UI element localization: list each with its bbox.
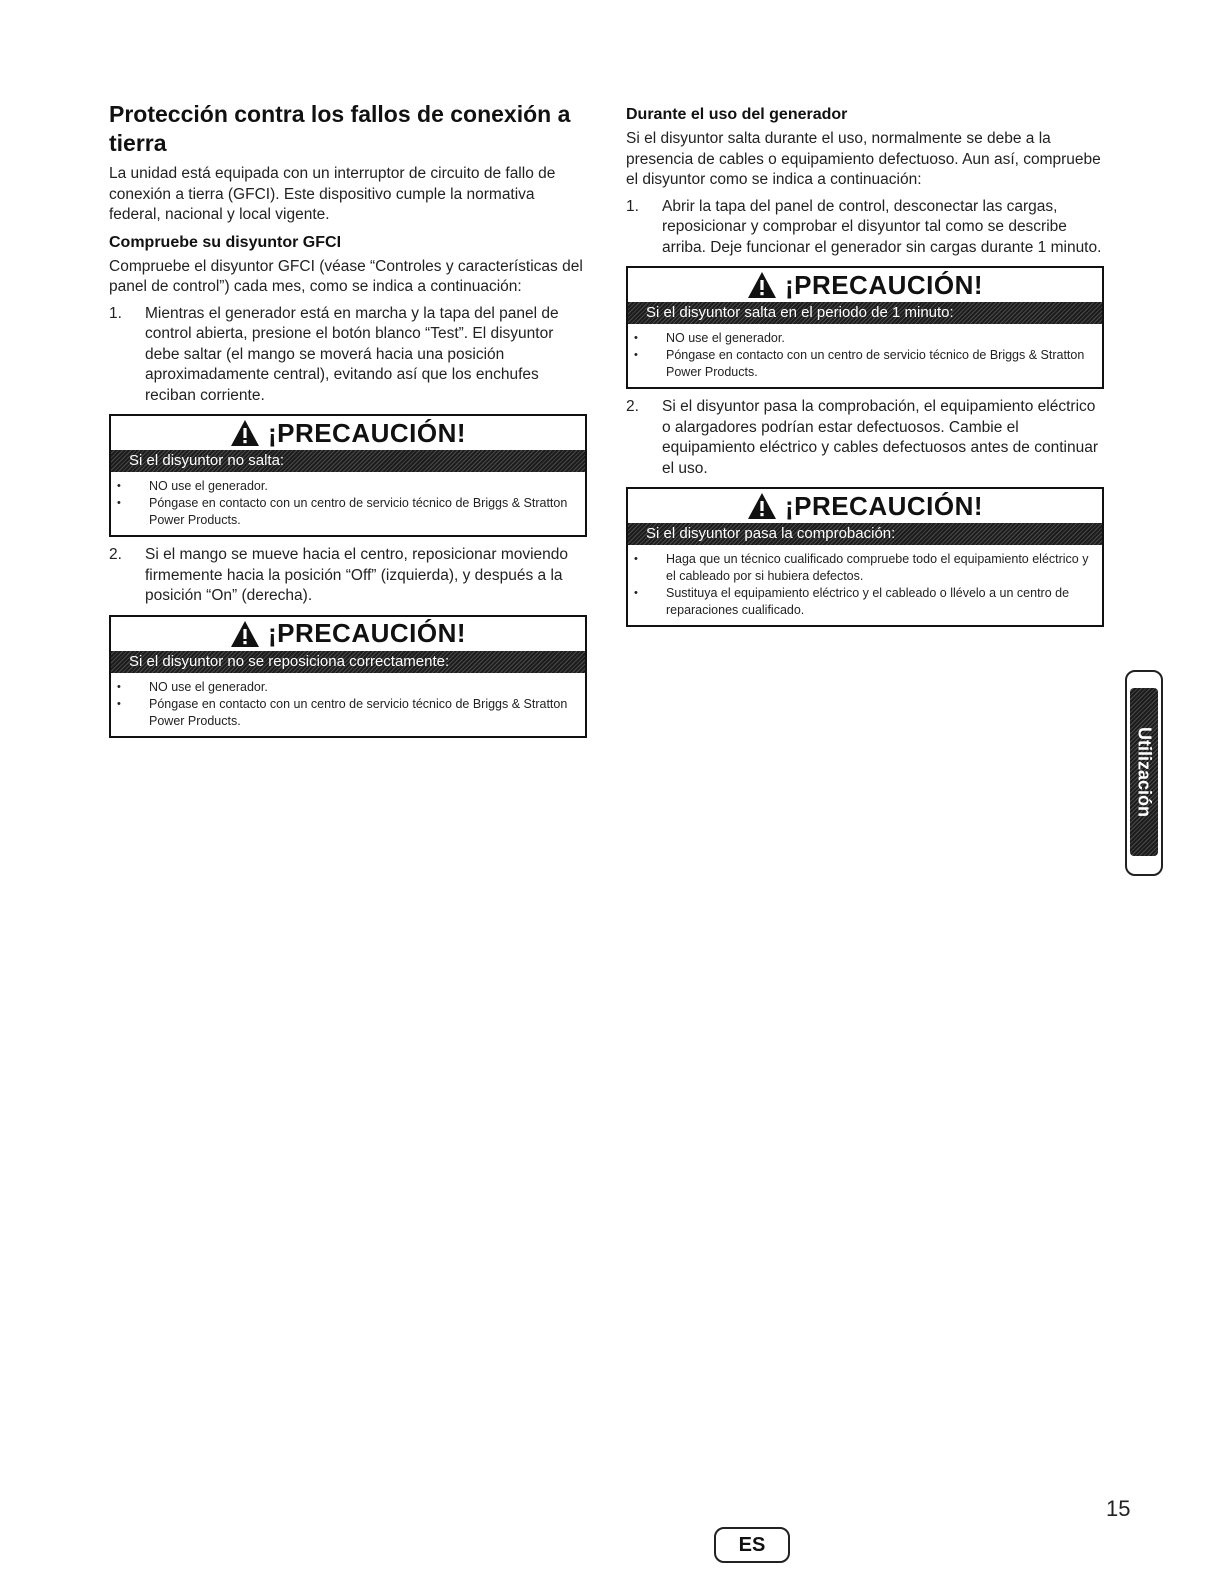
caution-heading: ¡PRECAUCIÓN!	[784, 490, 984, 521]
step-2	[109, 545, 587, 607]
list-item: • NO use el generador.	[628, 330, 1092, 347]
right-column	[626, 100, 1104, 635]
section-title: Protección contra los fallos de conexión a tierra	[109, 101, 571, 156]
list-item: • Póngase en contacto con un centro de servicio técnico de Briggs & Stratton Power Products.	[111, 495, 575, 529]
warning-icon	[230, 620, 260, 648]
caution-list	[628, 545, 1102, 625]
caution-header	[111, 617, 585, 651]
list-item: • Póngase en contacto con un centro de servicio técnico de Briggs & Stratton Power Products.	[628, 347, 1092, 381]
page-number: 15	[1106, 1496, 1131, 1521]
step-1	[109, 304, 587, 407]
warning-icon	[747, 492, 777, 520]
left-column	[109, 100, 587, 746]
step-text: Si el mango se mueve hacia el centro, reposicionar moviendo firmemente hacia la posición “Off” (izquierda), y después a la posición “On” (derecha).	[145, 546, 569, 604]
caution-condition: Si el disyuntor pasa la comprobación:	[628, 523, 1102, 545]
language-badge: ES	[714, 1527, 790, 1563]
caution-condition: Si el disyuntor salta en el periodo de 1 minuto:	[628, 302, 1102, 324]
caution-header	[628, 268, 1102, 302]
step-number: 1.	[109, 304, 122, 322]
list-item: • Haga que un técnico cualificado compruebe todo el equipamiento eléctrico y el cableado por si hubiera defectos.	[628, 551, 1092, 585]
subsection-title: Compruebe su disyuntor GFCI	[109, 233, 342, 251]
caution-list	[111, 472, 585, 535]
intro-paragraph: La unidad está equipada con un interruptor de circuito de fallo de conexión a tierra (GFCI). Este dispositivo cumple la normativa federal, nacional y local vigente.	[109, 165, 556, 223]
step-text: Si el disyuntor pasa la comprobación, el equipamiento eléctrico o alargadores podrían estar defectuosos. Cambie el equipamiento eléctrico y cables defectuosos antes de continuar el uso.	[662, 398, 1098, 477]
list-item: • Sustituya el equipamiento eléctrico y el cableado o llévelo a un centro de reparaciones cualificado.	[628, 585, 1092, 619]
list-item: • Póngase en contacto con un centro de servicio técnico de Briggs & Stratton Power Products.	[111, 696, 575, 730]
section-side-tab	[1125, 670, 1163, 876]
caution-condition: Si el disyuntor no se reposiciona correctamente:	[111, 651, 585, 673]
step-2	[626, 397, 1104, 479]
caution-header	[111, 416, 585, 450]
caution-heading: ¡PRECAUCIÓN!	[267, 417, 467, 448]
caution-box	[626, 266, 1104, 389]
step-1	[626, 197, 1104, 259]
step-number: 2.	[626, 398, 639, 415]
caution-box	[109, 414, 587, 537]
caution-list	[111, 673, 585, 736]
intro-paragraph: Si el disyuntor salta durante el uso, normalmente se debe a la presencia de cables o equipamiento defectuoso. Aun así, compruebe el disyuntor como se indica a continuación:	[626, 130, 1101, 188]
caution-heading: ¡PRECAUCIÓN!	[267, 618, 467, 648]
caution-header	[628, 489, 1102, 523]
list-item: • NO use el generador.	[111, 679, 575, 696]
warning-icon	[230, 419, 260, 447]
step-number: 2.	[109, 546, 122, 563]
warning-icon	[747, 271, 777, 299]
step-text: Mientras el generador está en marcha y la tapa del panel de control abierta, presione el botón blanco “Test”. El disyuntor debe saltar (el mango se moverá hacia una posición aproximadamente central), evitando así que los enchufes reciban corriente.	[145, 304, 559, 404]
caution-heading: ¡PRECAUCIÓN!	[784, 269, 984, 300]
caution-box	[626, 487, 1104, 627]
subsection-title: Durante el uso del generador	[626, 106, 848, 123]
side-tab-label: Utilización	[1134, 726, 1155, 818]
check-paragraph: Compruebe el disyuntor GFCI (véase “Controles y características del panel de control”) cada mes, como se indica a continuación:	[109, 257, 583, 295]
step-text: Abrir la tapa del panel de control, desconectar las cargas, reposicionar y comprobar el disyuntor tal como se describe arriba. Deje funcionar el generador sin cargas durante 1 minuto.	[662, 197, 1102, 256]
list-item: • NO use el generador.	[111, 478, 575, 495]
caution-box	[109, 615, 587, 738]
caution-list	[628, 324, 1102, 387]
side-tab-fill	[1130, 688, 1158, 856]
step-number: 1.	[626, 197, 639, 215]
caution-condition: Si el disyuntor no salta:	[111, 450, 585, 472]
